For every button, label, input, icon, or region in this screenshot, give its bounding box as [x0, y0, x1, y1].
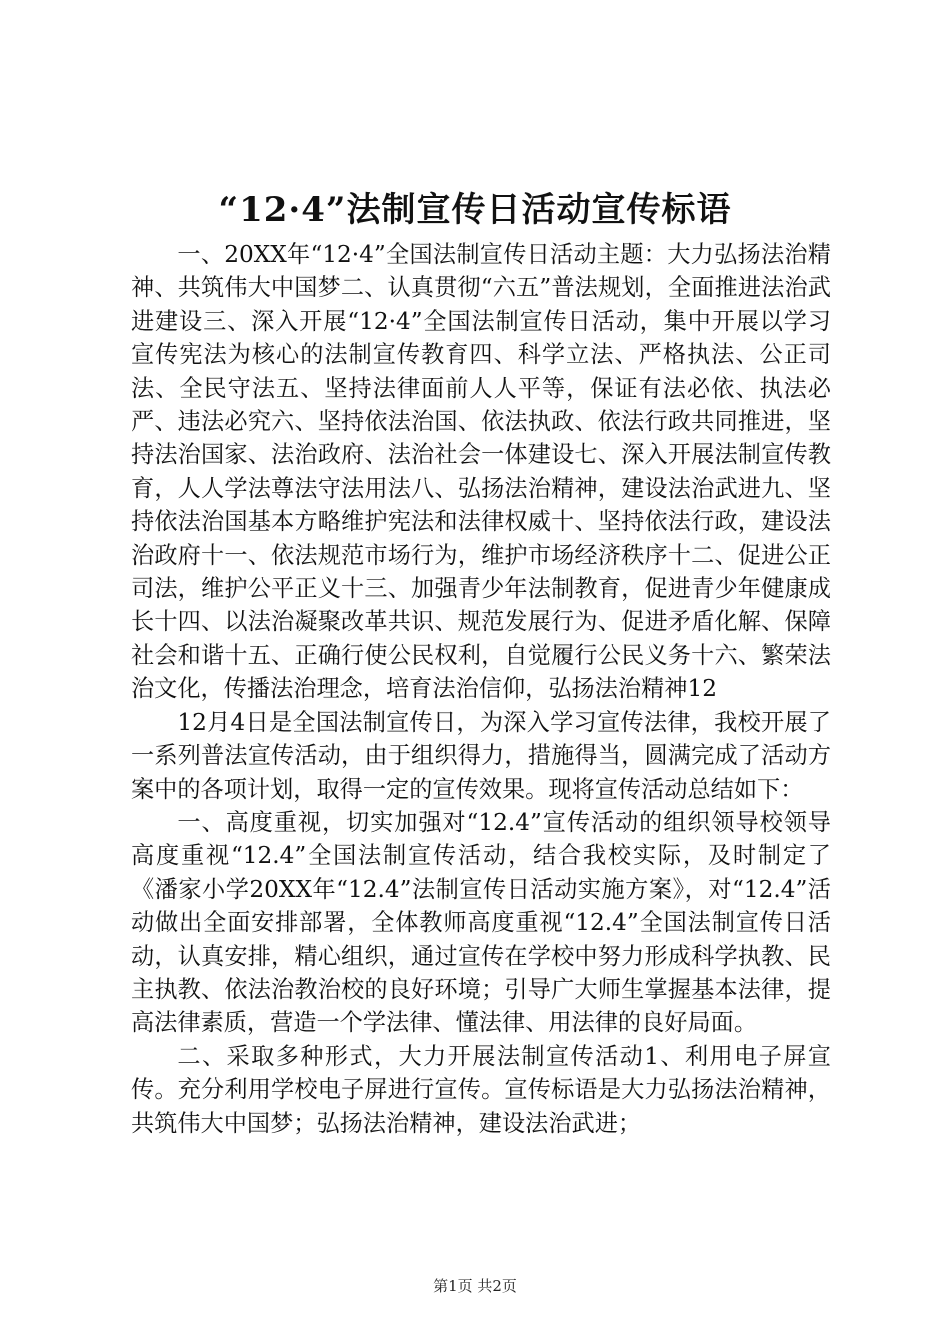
page-footer: 第1页 共2页 — [433, 1277, 517, 1295]
document-body — [131, 238, 831, 1140]
paragraph-introduction: 12月4日是全国法制宣传日，为深入学习宣传法律，我校开展了一系列普法宣传活动，由于组织得力，措施得当，圆满完成了活动方案中的各项计划，取得一定的宣传效果。现将宣传活动总结如下： — [131, 708, 831, 803]
paragraph-section-two: 二、采取多种形式，大力开展法制宣传活动1、利用电子屏宣传。充分利用学校电子屏进行宣传。宣传标语是大力弘扬法治精神，共筑伟大中国梦；弘扬法治精神，建设法治武进； — [131, 1042, 831, 1137]
paragraph-slogans: 一、20XX年“12·4”全国法制宣传日活动主题：大力弘扬法治精神、共筑伟大中国梦二、认真贯彻“六五”普法规划，全面推进法治武进建设三、深入开展“12·4”全国法制宣传日活动，集中开展以学习宣传宪法为核心的法制宣传教育四、科学立法、严格执法、公正司法、全民守法五、坚持法律面前人人平等，保证有法必依、执法必严、违法必究六、坚持依法治国、依法执政、依法行政共同推进，坚持法治国家、法治政府、法治社会一体建设七、深入开展法制宣传教育，人人学法尊法守法用法八、弘扬法治精神，建设法治武进九、坚持依法治国基本方略维护宪法和法律权威十、坚持依法行政，建设法治政府十一、依法规范市场行为，维护市场经济秩序十二、促进公正司法，维护公平正义十三、加强青少年法制教育，促进青少年健康成长十四、以法治凝聚改革共识、规范发展行为、促进矛盾化解、保障社会和谐十五、正确行使公民权利，自觉履行公民义务十六、繁荣法治文化，传播法治理念，培育法治信仰，弘扬法治精神12 — [131, 241, 831, 703]
paragraph-section-one: 一、高度重视，切实加强对“12.4”宣传活动的组织领导校领导高度重视“12.4”全国法制宣传活动，结合我校实际，及时制定了《潘家小学20XX年“12.4”法制宣传日活动实施方案》，对“12.4”活动做出全面安排部署，全体教师高度重视“12.4”全国法制宣传日活动，认真安排，精心组织，通过宣传在学校中努力形成科学执教、民主执教、依法治教治校的良好环境；引导广大师生掌握基本法律，提高法律素质，营造一个学法律、懂法律、用法律的良好局面。 — [131, 808, 831, 1037]
document-title: “12·4”法制宣传日活动宣传标语 — [218, 190, 732, 230]
